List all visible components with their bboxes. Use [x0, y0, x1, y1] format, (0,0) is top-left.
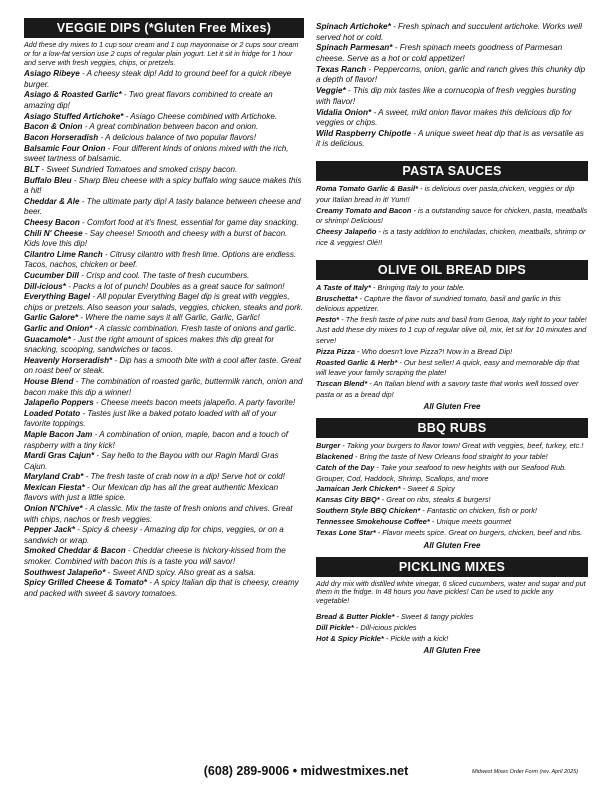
menu-item [316, 108, 588, 129]
menu-item [24, 313, 304, 323]
item-name: Asiago Ribeye [24, 69, 80, 79]
item-description: - Our Mexican dip has all the great authentic Mexican flavors with just a little spice. [24, 483, 279, 503]
item-description: - A classic. Mix the taste of fresh onions and chives. Great with chips, nachos or fresh veggies. [24, 504, 293, 524]
item-description: - Fantastic on chicken, fish or pork! [420, 506, 537, 516]
item-description: - Say hello to the Bayou with our Ragin Mardi Gras Cajun. [24, 451, 279, 471]
item-name: Smoked Cheddar & Bacon [24, 546, 126, 556]
menu-item [24, 430, 304, 451]
menu-item [316, 463, 588, 484]
item-description: - is a tasty addition to enchiladas, chicken, meatballs, shrimp or rice & veggies! Olé!! [316, 227, 586, 247]
menu-item [24, 398, 304, 408]
item-name: Veggie* [316, 86, 346, 96]
item-name: Asiago & Roasted Garlic* [24, 90, 122, 100]
item-name: Vidalia Onion* [316, 107, 372, 117]
item-name: Bacon & Onion [24, 122, 83, 132]
menu-item [316, 206, 588, 227]
item-name: Buffalo Bleu [24, 175, 72, 185]
pasta-sauces-header: PASTA SAUCES [316, 161, 588, 181]
item-description: - Four different kinds of onions mixed with the rich, sweet tartness of balsamic. [24, 143, 289, 164]
item-name: Cheesy Bacon [24, 217, 80, 227]
olive-oil-bread-dips-header: OLIVE OIL BREAD DIPS [316, 260, 588, 280]
item-description: - Capture the flavor of sundried tomato, basil and garlic in this delicious appetizer. [316, 293, 561, 314]
veggie-dips-list [24, 69, 304, 599]
menu-item [316, 484, 588, 495]
item-name: Mexican Fiesta* [24, 483, 85, 493]
menu-item [24, 472, 304, 482]
menu-item [24, 409, 304, 430]
item-name: Blackened [316, 452, 353, 462]
item-description: - Sweet AND spicy. Also great as a salsa. [105, 567, 256, 577]
item-description: - Peppercorns, onion, garlic and ranch gives this chunky dip a depth of flavor! [316, 64, 586, 85]
menu-item [24, 90, 304, 111]
menu-item [24, 218, 304, 228]
item-name: Southern Style BBQ Chicken* [316, 506, 421, 516]
item-name: Everything Bagel [24, 292, 91, 302]
item-name: Cheesy Jalapeño [316, 227, 377, 237]
menu-item [316, 612, 588, 623]
item-name: Catch of the Day [316, 463, 375, 473]
item-description: - Citrusy cilantro with fresh lime. Options are endless. Tacos, nachos, chicken or beef. [24, 249, 297, 270]
menu-item [24, 165, 304, 175]
veggie-dips-header: VEGGIE DIPS (*Gluten Free Mixes) [24, 18, 304, 38]
item-name: Southwest Jalapeño* [24, 567, 106, 577]
item-name: Roma Tomato Garlic & Basil* [316, 184, 418, 194]
menu-item [316, 495, 588, 506]
menu-item [316, 379, 588, 400]
menu-item [316, 43, 588, 64]
veggie-dips-list-continued [316, 22, 588, 150]
item-name: Jalapeño Poppers [24, 398, 94, 408]
item-description: - The fresh taste of crab now in a dip! Serve hot or cold! [83, 472, 285, 482]
form-revision-note: Midwest Mixes Order Form (rev. April 2025) [472, 769, 579, 775]
item-description: - Say cheese! Smooth and cheesy with a burst of bacon. Kids love this dip! [24, 228, 288, 248]
item-description: - Unique meets gourmet [429, 517, 512, 527]
menu-item [24, 250, 304, 271]
item-description: - Tastes just like a baked potato loaded with all of your favorite toppings. [24, 409, 277, 429]
item-description: - Where the name says it all! Garlic, Garlic, Garlic! [78, 313, 260, 323]
item-name: Loaded Potato [24, 409, 81, 419]
bbq-rubs-header: BBQ RUBS [316, 418, 588, 438]
menu-item [24, 144, 304, 165]
item-description: - is a outstanding sauce for chicken, pasta, meatballs or shrimp! Delicious! [316, 205, 588, 226]
item-name: BLT [24, 164, 40, 174]
item-description: - A unique sweet heat dip that is as versatile as it is delicious. [316, 128, 584, 149]
menu-item [24, 133, 304, 143]
item-name: Cucumber Dill [24, 270, 79, 280]
item-name: Balsamic Four Onion [24, 143, 106, 153]
item-description: - Sweet & tangy pickles [394, 611, 474, 621]
menu-item [316, 65, 588, 86]
item-description: - Bringing Italy to your table. [370, 282, 465, 292]
item-description: - Our best seller! A quick, easy and memorable dip that will leave your family scraping the plate! [316, 357, 580, 378]
menu-item [24, 546, 304, 567]
item-name: Heavenly Horseradish* [24, 356, 113, 366]
item-name: Bruschetta* [316, 293, 358, 303]
menu-item [24, 112, 304, 122]
item-name: Garlic and Onion* [24, 324, 93, 334]
menu-item [316, 315, 588, 347]
menu-item [316, 86, 588, 107]
item-description: - Asiago Cheese combined with Artichoke. [123, 111, 278, 121]
item-description: - All popular Everything Bagel dip is great with veggies, chips or pretzels. Also season your salads, veggies, chicken, steaks and pork. [24, 292, 304, 312]
menu-item [24, 377, 304, 398]
item-name: Tennessee Smokehouse Coffee* [316, 517, 430, 527]
menu-item [316, 517, 588, 528]
item-description: - Two great flavors combined to create an amazing dip! [24, 90, 273, 110]
pickling-gluten-free-note: All Gluten Free [423, 646, 481, 656]
item-name: Creamy Tomato and Bacon [316, 205, 412, 215]
item-description: - Taking your burgers to flavor town! Great with veggies, beef, turkey, etc.! [340, 441, 584, 451]
menu-item [316, 506, 588, 517]
menu-item [316, 184, 588, 205]
menu-item [24, 292, 304, 313]
item-name: Spinach Artichoke* [316, 22, 391, 31]
item-description: - An Italian blend with a savory taste that works well tossed over pasta or as a bread dip! [316, 379, 579, 399]
menu-item [316, 623, 588, 634]
item-name: Guacamole* [24, 334, 71, 344]
item-description: - Fresh spinach and succulent artichoke. Works well served hot or cold. [316, 22, 582, 42]
menu-item [316, 358, 588, 379]
item-name: Garlic Galore* [24, 313, 78, 323]
item-name: Pepper Jack* [24, 525, 75, 535]
item-description: - Fresh spinach meets goodness of Parmesan cheese. Serve as a hot or cold appetizer! [316, 43, 563, 63]
item-name: Burger [316, 441, 341, 451]
item-description: - Sharp Bleu cheese with a spicy buffalo wing sauce makes this a hit! [24, 175, 302, 196]
item-name: Hot & Spicy Pickle* [316, 633, 384, 643]
item-description: - Great on ribs, steaks & burgers! [379, 495, 491, 505]
menu-item [316, 294, 588, 315]
item-description: - Pickle with a kick! [383, 633, 449, 643]
item-description: - Sweet Sundried Tomatoes and smoked crispy bacon. [39, 164, 238, 174]
menu-item [24, 271, 304, 281]
item-name: Cheddar & Ale [24, 196, 80, 206]
menu-item [24, 568, 304, 578]
menu-item [24, 324, 304, 334]
menu-item [316, 22, 588, 43]
item-description: - Crisp and cool. The taste of fresh cucumbers. [78, 270, 250, 280]
item-name: Cilantro Lime Ranch [24, 249, 103, 259]
olive-oil-list [316, 283, 588, 401]
item-name: Asiago Stuffed Artichoke* [24, 111, 124, 121]
item-name: House Blend [24, 377, 74, 387]
item-description: - A spicy Italian dip that is cheesy, creamy and packed with sweet & savory tomatoes. [24, 578, 299, 598]
menu-item [24, 335, 304, 356]
item-description: - Cheese meets bacon meets jalapeño. A party favorite! [93, 398, 296, 408]
menu-item [24, 504, 304, 525]
item-description: - The fresh taste of pine nuts and basil from Genoa, Italy right to your table! Just add these dry mixes to 1 cup of regular olive oil, mix, let sit for 10 minutes and serve! [316, 314, 587, 345]
menu-item [316, 634, 588, 645]
veggie-dips-intro: Add these dry mixes to 1 cup sour cream and 1 cup mayonnaise or 2 cups sour cream or for a low-fat version use 2 cups of regular plain yogurt. Let it sit in fridge for 1 hour and serve with fresh veggies, chips, or pretzels. [24, 40, 299, 67]
pickling-mixes-header: PICKLING MIXES [316, 557, 588, 577]
item-name: Mardi Gras Cajun* [24, 451, 95, 461]
item-name: Maple Bacon Jam [24, 430, 93, 440]
olive-gluten-free-note: All Gluten Free [423, 402, 481, 412]
item-name: Bacon Horseradish [24, 133, 99, 143]
item-description: - Packs a lot of punch! Doubles as a great sauce for salmon! [65, 281, 285, 291]
item-name: Pizza Pizza [316, 346, 356, 356]
menu-item [316, 283, 588, 294]
item-name: Spicy Grilled Cheese & Tomato* [24, 578, 147, 588]
item-name: Tuscan Blend* [316, 379, 368, 389]
item-name: Texas Ranch [316, 64, 367, 74]
item-description: - A classic combination. Fresh taste of onions and garlic. [92, 324, 297, 334]
item-description: - Take your seafood to new heights with our Seafood Rub. Grouper, Cod, Haddock, Shrimp, Scallops, and more [316, 463, 567, 483]
bbq-gluten-free-note: All Gluten Free [423, 540, 481, 550]
menu-item [24, 356, 304, 377]
item-description: - Spicy & cheesy - Amazing dip for chips, veggies, or on a sandwich or wrap. [24, 525, 284, 545]
item-description: - Bring the taste of New Orleans food straight to your table! [352, 452, 548, 462]
item-description: - Cheddar cheese is hickory-kissed from the smoker. Combined with bacon this is a taste you will savor! [24, 546, 286, 566]
menu-item [316, 528, 588, 539]
item-name: Roasted Garlic & Herb* [316, 357, 398, 367]
item-name: Spinach Parmesan* [316, 43, 393, 53]
item-name: Dill Pickle* [316, 622, 354, 632]
item-description: - A great combination between bacon and onion. [82, 122, 259, 132]
item-name: Onion N'Chive* [24, 504, 83, 514]
item-description: - Dill-icious pickles [353, 622, 417, 632]
item-description: - A sweet, mild onion flavor makes this delicious dip for veggies or chips. [316, 107, 572, 128]
menu-item [24, 451, 304, 472]
item-name: Pesto* [316, 314, 340, 324]
menu-item [316, 129, 588, 150]
right-column [316, 22, 588, 656]
item-description: - A cheesy steak dip! Add to ground beef for a quick ribeye burger. [24, 69, 292, 89]
pickling-list [316, 612, 588, 644]
item-name: Kansas City BBQ* [316, 495, 380, 505]
menu-item [316, 347, 588, 358]
pasta-sauces-list [316, 184, 588, 248]
item-name: A Taste of Italy* [316, 282, 371, 292]
menu-item [316, 452, 588, 463]
item-description: - Flavor meets spice. Great on burgers, chicken, beef and ribs. [375, 528, 583, 538]
menu-item [24, 525, 304, 546]
item-description: - Sweet & Spicy [400, 484, 455, 494]
menu-item [24, 197, 304, 218]
item-description: - The combination of roasted garlic, buttermilk ranch, onion and bacon make this dip a winner! [24, 377, 303, 397]
item-description: - This dip mix tastes like a cornucopia of fresh veggies bursting with flavor! [316, 86, 576, 106]
item-description: - The ultimate party dip! A tasty balance between cheese and beer. [24, 196, 301, 217]
item-name: Texas Lone Star* [316, 528, 376, 538]
pickling-intro: Add dry mix with distilled white vinegar, 6 sliced cucumbers, water and sugar and put them in the fridge. In 48 hours you have pickles! Can be used to pickle any vegetable! [316, 578, 586, 606]
bbq-rubs-list [316, 441, 588, 538]
menu-item [316, 227, 588, 248]
menu-item [24, 578, 304, 599]
menu-item [24, 176, 304, 197]
item-description: - Comfort food at it's finest, essential for game day snacking. [79, 217, 299, 227]
menu-item [24, 69, 304, 90]
item-name: Wild Raspberry Chipotle [316, 128, 412, 138]
menu-item [24, 122, 304, 132]
menu-item [24, 229, 304, 250]
item-description: - Dip has a smooth bite with a cool after taste. Great on roast beef or steak. [24, 356, 302, 376]
item-description: - A delicious balance of two popular flavors! [98, 133, 256, 143]
item-description: - is delicious over pasta,chicken, veggies or dip your Italian bread in it! Yum!! [316, 184, 575, 204]
item-name: Bread & Butter Pickle* [316, 611, 395, 621]
menu-item [24, 282, 304, 292]
item-name: Chili N' Cheese [24, 228, 83, 238]
item-description: - A combination of onion, maple, bacon and a touch of raspberry with a tiny kick! [24, 430, 288, 450]
contact-footer: (608) 289-9006 • midwestmixes.net [203, 764, 409, 778]
item-description: - Just the right amount of spices makes this dip great for snacking, scooping, sandwiches or tacos. [24, 334, 275, 355]
item-name: Maryland Crab* [24, 472, 84, 482]
menu-item [316, 441, 588, 452]
left-column [24, 18, 304, 599]
item-name: Jamaican Jerk Chicken* [316, 484, 401, 494]
item-description: - Who doesn't love Pizza?! Now in a Bread Dip! [355, 346, 513, 356]
item-name: Dill-icious* [24, 281, 66, 291]
menu-item [24, 483, 304, 504]
